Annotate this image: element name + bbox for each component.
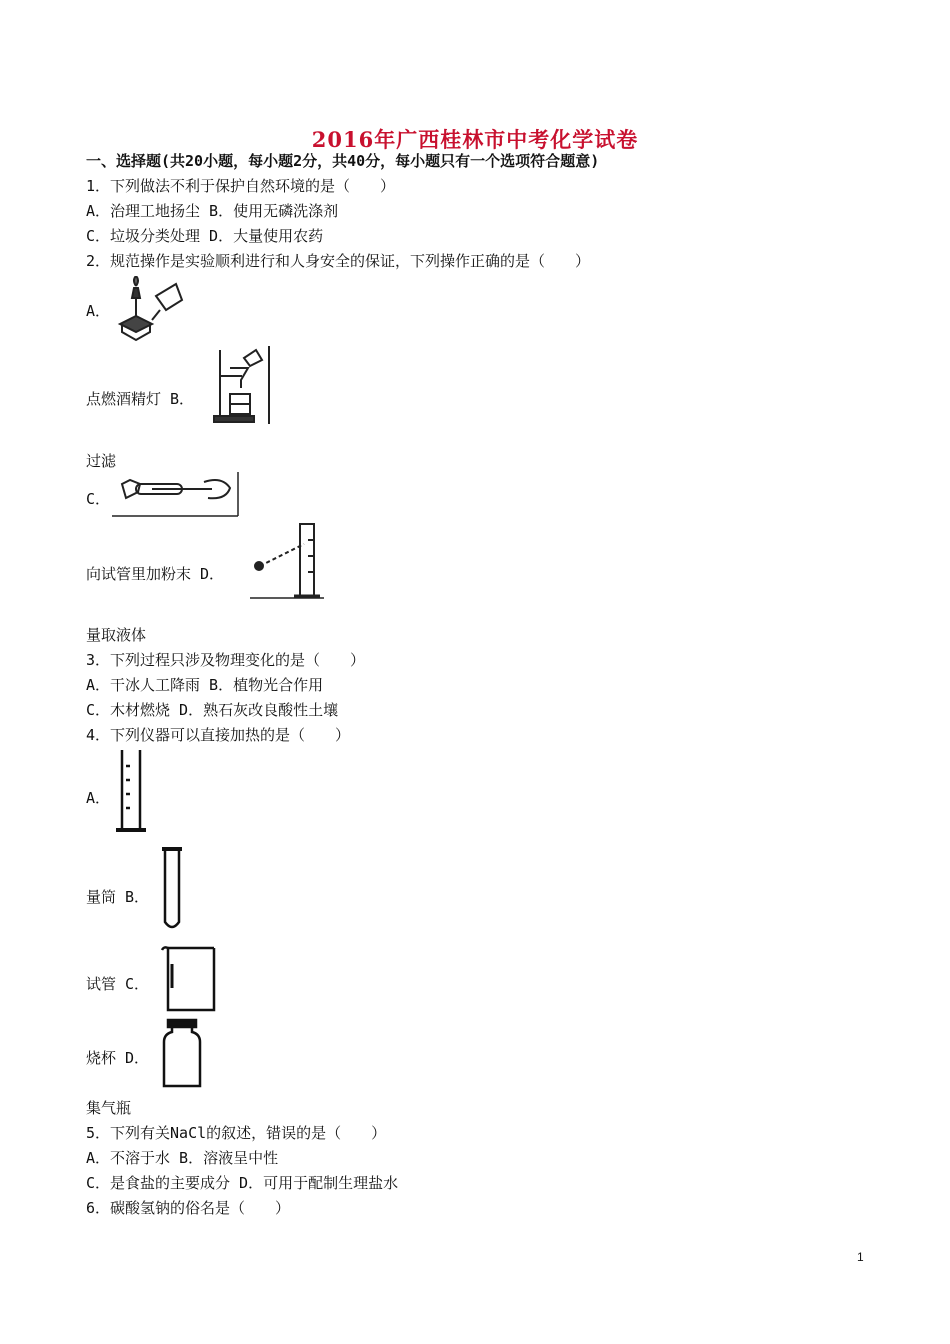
section-heading: 一、选择题(共20小题，每小题2分，共40分，每小题只有一个选项符合题意): [86, 152, 600, 170]
q2-option-d-caption: 量取液体: [86, 626, 147, 644]
q2-option-b-caption: 过滤: [86, 452, 117, 470]
q3-options-cd: C．木材燃烧 D．熟石灰改良酸性土壤: [86, 701, 339, 719]
q5-options-cd: C．是食盐的主要成分 D．可用于配制生理盐水: [86, 1174, 399, 1192]
q2-stem: 2．规范操作是实验顺利进行和人身安全的保证，下列操作正确的是（ ）: [86, 252, 591, 270]
filtration-figure: [212, 346, 272, 424]
q4-option-d-caption: 集气瓶: [86, 1099, 132, 1117]
q2-option-c-label: C．: [86, 490, 111, 508]
q1-options-cd: C．垃圾分类处理 D．大量使用农药: [86, 227, 324, 245]
q4-option-c-caption: 烧杯 D．: [86, 1049, 150, 1067]
q2-option-c-caption: 向试管里加粉末 D．: [86, 565, 225, 583]
q5-stem: 5．下列有关NaCl的叙述，错误的是（ ）: [86, 1124, 387, 1142]
test-tube-powder-figure: [112, 472, 240, 518]
q4-option-b-caption: 试管 C．: [86, 975, 150, 993]
q1-options-ab: A．治理工地扬尘 B．使用无磷洗涤剂: [86, 202, 339, 220]
test-tube-figure: [160, 844, 184, 934]
graduated-cylinder-reading-figure: [250, 520, 324, 600]
q6-stem: 6．碳酸氢钠的俗名是（ ）: [86, 1199, 291, 1217]
q3-options-ab: A．干冰人工降雨 B．植物光合作用: [86, 676, 324, 694]
q4-option-a-caption: 量筒 B．: [86, 888, 150, 906]
q4-stem: 4．下列仪器可以直接加热的是（ ）: [86, 726, 351, 744]
q3-stem: 3．下列过程只涉及物理变化的是（ ）: [86, 651, 366, 669]
beaker-figure: [160, 944, 220, 1016]
q2-option-a-label: A．: [86, 302, 111, 320]
q5-options-ab: A．不溶于水 B．溶液呈中性: [86, 1149, 279, 1167]
page-number: 1: [857, 1250, 864, 1264]
lamp-lighting-figure: [112, 276, 184, 342]
gas-collecting-bottle-figure: [160, 1018, 204, 1090]
measuring-cylinder-figure: [114, 748, 148, 834]
q1-stem: 1．下列做法不利于保护自然环境的是（ ）: [86, 177, 396, 195]
q2-option-a-caption: 点燃酒精灯 B．: [86, 390, 195, 408]
q4-option-a-label: A．: [86, 789, 111, 807]
page-title: 2016年广西桂林市中考化学试卷: [311, 127, 639, 152]
